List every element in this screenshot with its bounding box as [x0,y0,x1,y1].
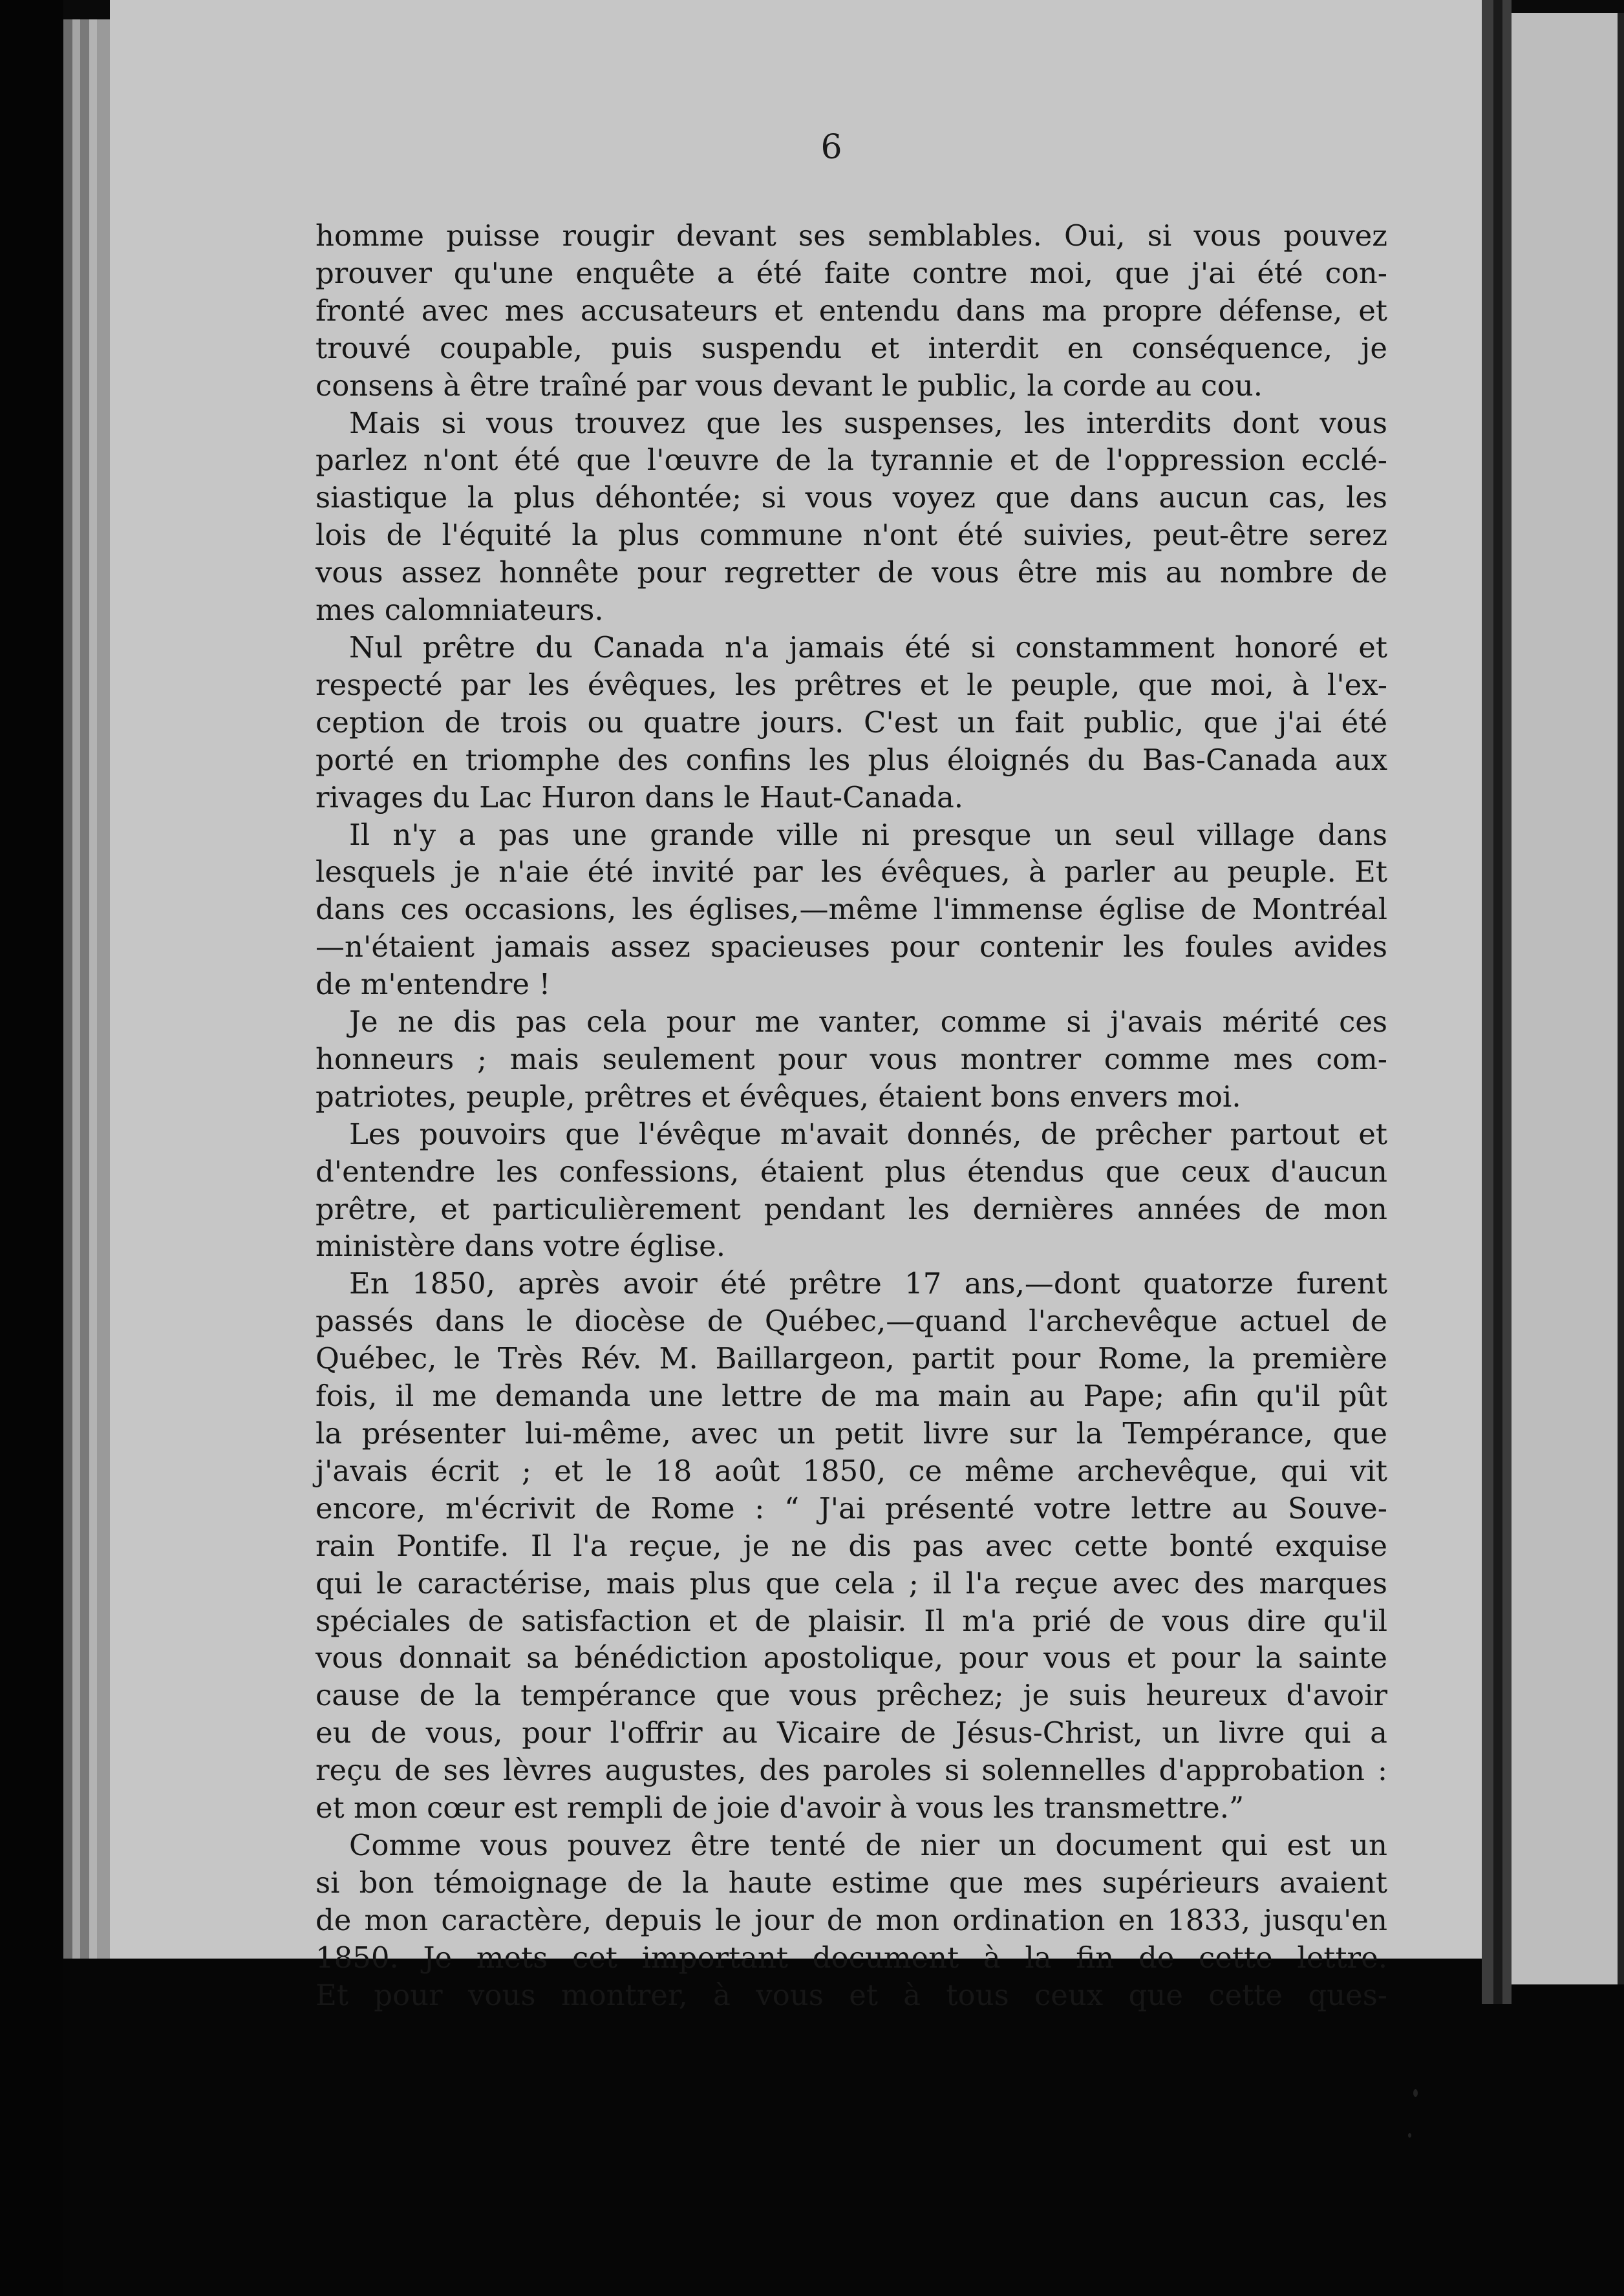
scan-left-border [0,0,63,2296]
text-line: d'entendre les confessions, étaient plus étendus que ceux d'aucun [315,1154,1387,1189]
text-line: vous donnait sa bénédiction apostolique, pour vous et pour la sainte [315,1641,1387,1675]
text-line: Il n'y a pas une grande ville ni presque un seul village dans [349,817,1387,852]
text-line: prêtre, et particulièrement pendant les dernières années de mon [315,1191,1387,1226]
text-line: trouvé coupable, puis suspendu et interdit en conséquence, je [315,330,1387,365]
page-edge [63,19,72,1959]
text-line: ministère dans votre église. [315,1229,725,1264]
text-line: prouver qu'une enquête a été faite contre moi, que j'ai été con- [315,255,1387,290]
text-line: Nul prêtre du Canada n'a jamais été si constamment honoré et [349,630,1387,664]
text-line: En 1850, après avoir été prêtre 17 ans,—dont quatorze furent [349,1266,1387,1301]
text-line: lesquels je n'aie été invité par les évêques, à parler au peuple. Et [315,855,1387,889]
page-body-text [315,217,1387,2014]
text-line: vous assez honnête pour regretter de vous être mis au nombre de [315,555,1387,590]
text-line: reçu de ses lèvres augustes, des paroles si solennelles d'approbation : [315,1753,1387,1788]
text-line: si bon témoignage de la haute estime que mes supérieurs avaient [315,1865,1387,1900]
page-edge [72,19,80,1959]
text-line: rivages du Lac Huron dans le Haut-Canada. [315,780,964,814]
facing-page [1512,13,1624,1984]
page-edge [97,19,110,1959]
text-line: respecté par les évêques, les prêtres et le peuple, que moi, à l'ex- [315,667,1387,702]
text-line: fois, il me demanda une lettre de ma main au Pape; afin qu'il pût [315,1379,1387,1414]
text-line: mes calomniateurs. [315,593,604,628]
text-line: honneurs ; mais seulement pour vous montrer comme mes com- [315,1041,1387,1076]
text-line: de m'entendre ! [315,967,551,1002]
text-line: spéciales de satisfaction et de plaisir. Il m'a prié de vous dire qu'il [315,1603,1387,1638]
text-line: Et pour vous montrer, à vous et à tous ceux que cette ques- [315,1977,1387,2012]
text-line: consens à être traîné par vous devant le public, la corde au cou. [315,368,1263,403]
text-line: qui le caractérise, mais plus que cela ; il l'a reçue avec des marques [315,1566,1387,1600]
text-line: cause de la tempérance que vous prêchez; je suis heureux d'avoir [315,1678,1387,1713]
text-line: parlez n'ont été que l'œuvre de la tyrannie et de l'oppression ecclé- [315,443,1387,478]
text-line: —n'étaient jamais assez spacieuses pour contenir les foules avides [315,930,1387,964]
book-gutter [1493,0,1502,2004]
text-line: eu de vous, pour l'offrir au Vicaire de Jésus-Christ, un livre qui a [315,1716,1387,1750]
page-number: 6 [820,128,842,167]
scan-speck [1408,2133,1411,2138]
text-line: passés dans le diocèse de Québec,—quand l'archevêque actuel de [315,1304,1387,1339]
text-line: la présenter lui-même, avec un petit livre sur la Tempérance, que [315,1416,1387,1451]
text-line: patriotes, peuple, prêtres et évêques, étaient bons envers moi. [315,1079,1241,1114]
text-line: encore, m'écrivit de Rome : “ J'ai présenté votre lettre au Souve- [315,1491,1387,1525]
text-line: dans ces occasions, les églises,—même l'immense église de Montréal [315,892,1387,927]
text-line: Comme vous pouvez être tenté de nier un document qui est un [349,1827,1387,1862]
text-line: Mais si vous trouvez que les suspenses, les interdits dont vous [349,405,1387,440]
page-edge [89,19,97,1959]
text-line: porté en triomphe des confins les plus éloignés du Bas-Canada aux [315,742,1387,777]
text-line: siastique la plus déhontée; si vous voyez que dans aucun cas, les [315,480,1387,515]
text-line: de mon caractère, depuis le jour de mon ordination en 1833, jusqu'en [315,1902,1387,1937]
text-line: et mon cœur est rempli de joie d'avoir à vous les transmettre.” [315,1791,1245,1825]
text-line: 1850. Je mets cet important document à la fin de cette lettre. [315,1940,1387,1975]
text-line: Je ne dis pas cela pour me vanter, comme si j'avais mérité ces [349,1004,1387,1039]
scan-speck [1413,2089,1418,2097]
text-line: rain Pontife. Il l'a reçue, je ne dis pas avec cette bonté exquise [315,1528,1387,1563]
text-line: Québec, le Très Rév. M. Baillargeon, partit pour Rome, la première [315,1341,1387,1376]
text-line: Les pouvoirs que l'évêque m'avait donnés, de prêcher partout et [349,1116,1387,1151]
text-line: j'avais écrit ; et le 18 août 1850, ce même archevêque, qui vit [315,1453,1387,1488]
text-line: fronté avec mes accusateurs et entendu dans ma propre défense, et [315,293,1387,328]
text-line: lois de l'équité la plus commune n'ont été suivies, peut-être serez [315,518,1387,553]
page-edge [80,19,89,1959]
text-line: homme puisse rougir devant ses semblables. Oui, si vous pouvez [315,218,1387,253]
text-line: ception de trois ou quatre jours. C'est un fait public, que j'ai été [315,705,1387,739]
